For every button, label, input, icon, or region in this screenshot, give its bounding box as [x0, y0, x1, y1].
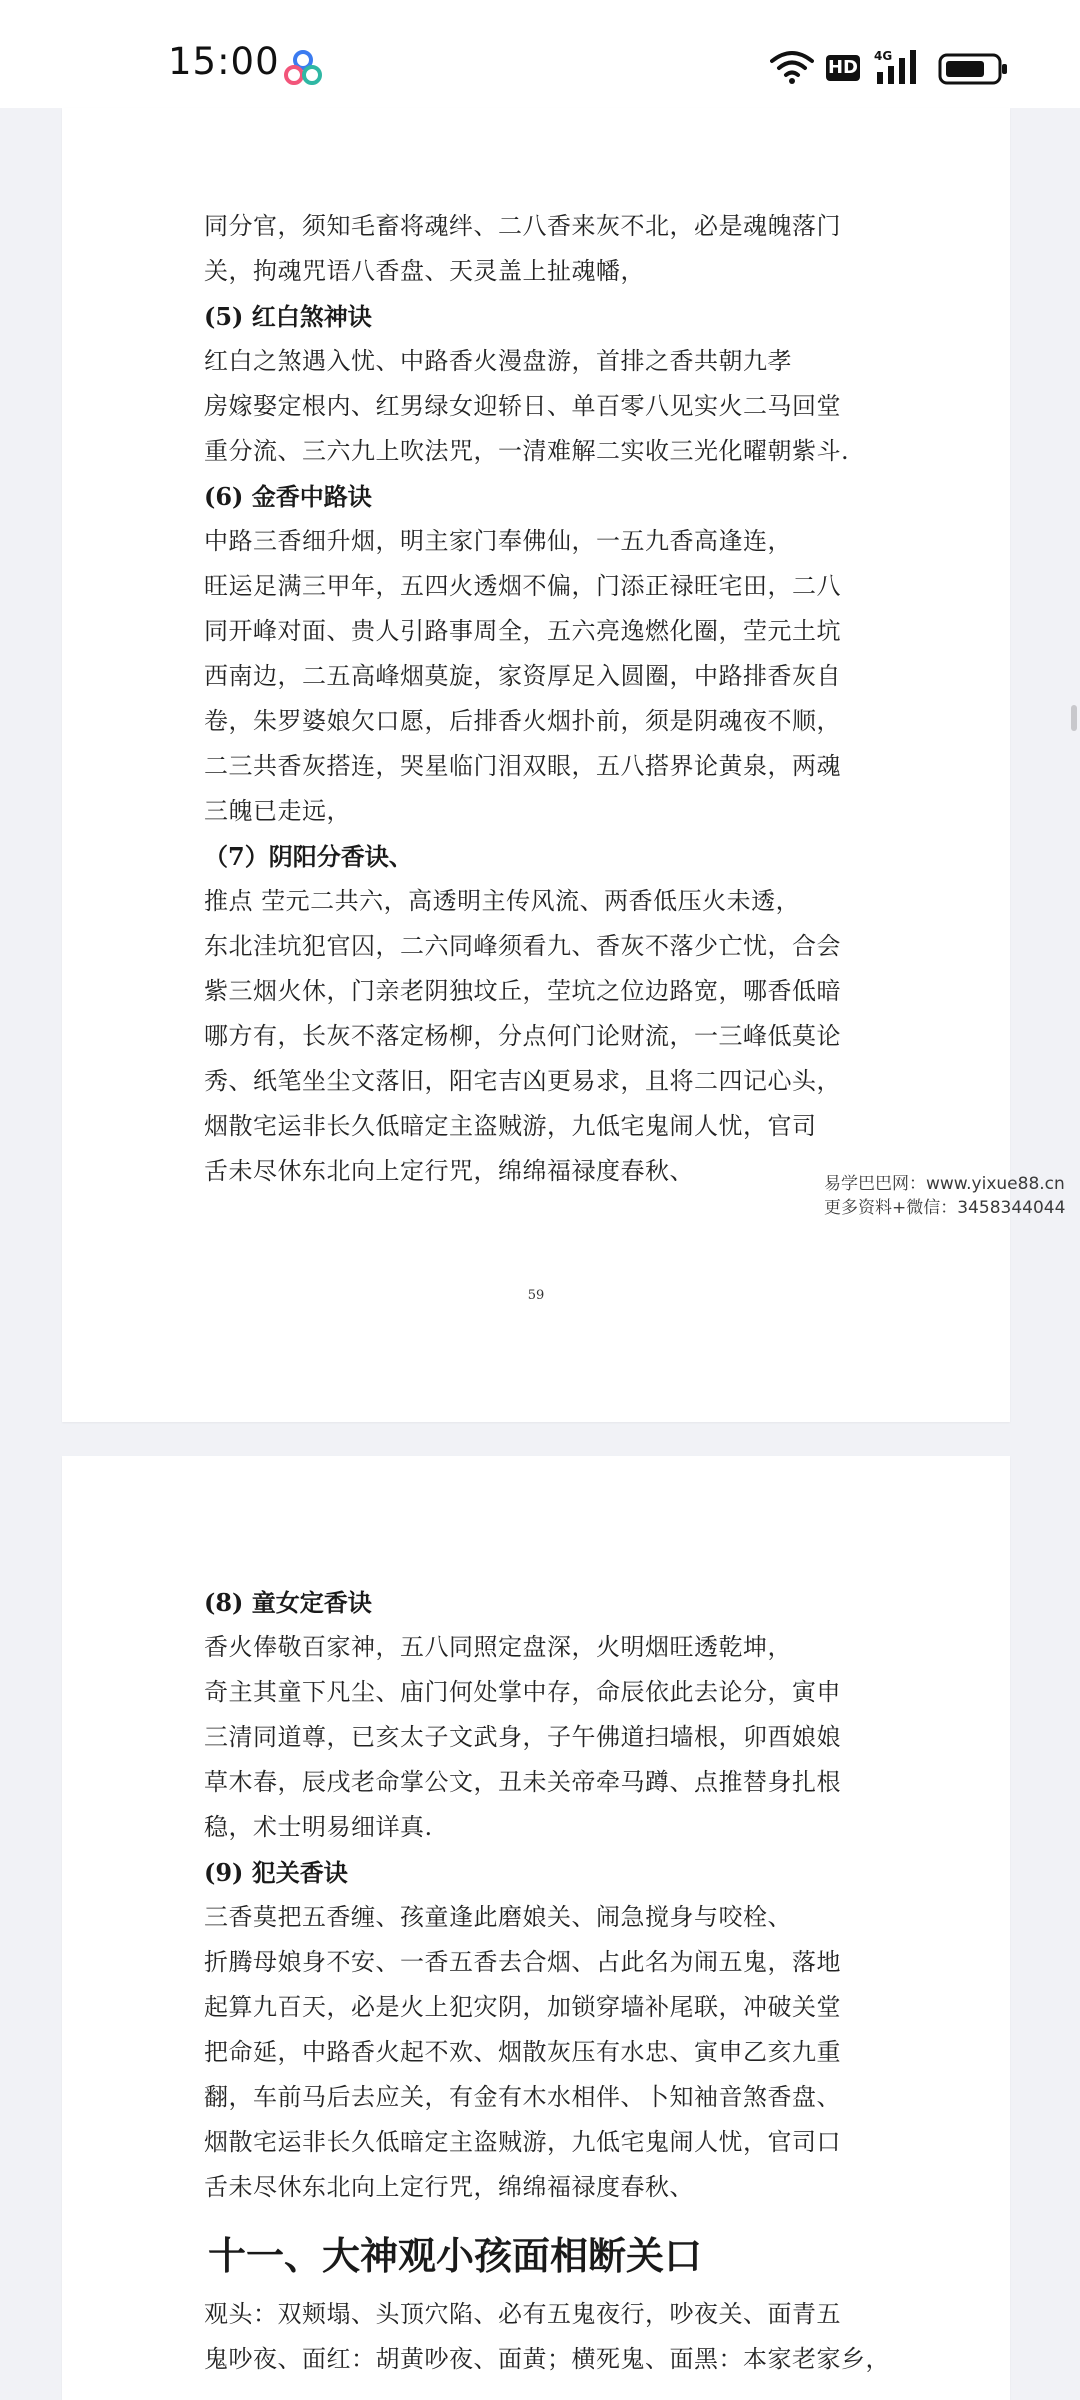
text-line: 舌未尽休东北向上定行咒，绵绵福禄度春秋、 — [204, 1157, 694, 1185]
subsection-heading: (9) 犯关香诀 — [204, 1858, 348, 1887]
text-line: 把命延，中路香火起不欢、烟散灰压有水忠、寅申乙亥九重 — [204, 2038, 841, 2066]
text-line: 折腾母娘身不安、一香五香去合烟、占此名为闹五鬼，落地 — [204, 1948, 841, 1976]
text-line: 稳，术士明易细详真. — [204, 1813, 433, 1841]
text-line: 卷，朱罗婆娘欠口愿，后排香火烟扑前，须是阴魂夜不顺， — [204, 707, 841, 735]
text-line: 鬼吵夜、面红：胡黄吵夜、面黄；横死鬼、面黑：本家老家乡， — [204, 2345, 890, 2373]
text-line: 烟散宅运非长久低暗定主盗贼游，九低宅鬼闹人忧，官司口 — [204, 2128, 841, 2156]
wifi-icon — [770, 48, 814, 86]
document-page-59 — [62, 108, 1010, 1422]
watermark-line: 更多资料+微信：3458344044 — [824, 1198, 1066, 1218]
text-line: 旺运足满三甲年，五四火透烟不偏，门添正禄旺宅田，二八 — [204, 572, 841, 600]
hd-icon: HD — [826, 55, 860, 81]
text-line: 西南边，二五高峰烟莫旋，家资厚足入圆圈，中路排香灰自 — [204, 662, 841, 690]
text-line: 三清同道尊，已亥太子文武身，子午佛道扫墙根，卯酉娘娘 — [204, 1723, 841, 1751]
text-line: 三魄已走远， — [204, 797, 351, 825]
text-line: 关，拘魂咒语八香盘、天灵盖上扯魂幡， — [204, 257, 645, 285]
battery-icon — [938, 52, 1010, 86]
watermark — [824, 1172, 1074, 1220]
subsection-heading: (5) 红白煞神诀 — [204, 302, 372, 331]
text-line: 房嫁娶定根内、红男绿女迎轿日、单百零八见实火二马回堂 — [204, 392, 841, 420]
page-number: 59 — [527, 1288, 545, 1303]
text-line: 同开峰对面、贵人引路事周全，五六亮逸燃化圈，茔元土坑 — [204, 617, 841, 645]
text-line: 三香莫把五香缠、孩童逢此磨娘关、闹急搅身与咬栓、 — [204, 1903, 792, 1931]
signal-icon — [874, 48, 926, 86]
watermark-line: 易学巴巴网：www.yixue88.cn — [824, 1174, 1065, 1194]
text-line: 东北洼坑犯官囚，二六同峰须看九、香灰不落少亡忧，合会 — [204, 932, 841, 960]
text-line: 紫三烟火休，门亲老阴独坟丘，茔坑之位边路宽，哪香低暗 — [204, 977, 841, 1005]
status-time: 15:00 — [168, 40, 280, 83]
app-logo-icon — [283, 48, 323, 88]
text-line: 草木春，辰戌老命掌公文，丑未关帝牵马蹲、点推替身扎根 — [204, 1768, 841, 1796]
text-line: 香火俸敬百家神，五八同照定盘深，火明烟旺透乾坤， — [204, 1633, 792, 1661]
text-line: 起算九百天，必是火上犯灾阴，加锁穿墙补尾联，冲破关堂 — [204, 1993, 841, 2021]
page-text — [204, 204, 924, 1194]
text-line: 烟散宅运非长久低暗定主盗贼游，九低宅鬼闹人忧，官司 — [204, 1112, 817, 1140]
text-line: 哪方有，长灰不落定杨柳，分点何门论财流，一三峰低莫论 — [204, 1022, 841, 1050]
text-line: 二三共香灰搭连，哭星临门泪双眼，五八搭界论黄泉，两魂 — [204, 752, 841, 780]
text-line: 中路三香细升烟，明主家门奉佛仙，一五九香高逢连， — [204, 527, 792, 555]
text-line: 秀、纸笔坐尘文落旧，阳宅吉凶更易求，且将二四记心头， — [204, 1067, 841, 1095]
text-line: 红白之煞遇入忧、中路香火漫盘游，首排之香共朝九孝 — [204, 347, 792, 375]
subsection-heading: (8) 童女定香诀 — [204, 1588, 372, 1617]
subsection-heading: （7）阴阳分香诀、 — [204, 842, 413, 871]
subsection-heading: (6) 金香中路诀 — [204, 482, 372, 511]
page-text — [204, 1580, 924, 2382]
scrollbar-thumb[interactable] — [1071, 705, 1077, 731]
network-type-label: 4G — [874, 49, 893, 63]
text-line: 奇主其童下凡尘、庙门何处掌中存，命辰依此去论分，寅申 — [204, 1678, 841, 1706]
text-line: 重分流、三六九上吹法咒，一清难解二实收三光化曜朝紫斗. — [204, 437, 850, 465]
text-line: 观头：双颊塌、头顶穴陷、必有五鬼夜行，吵夜关、面青五 — [204, 2300, 841, 2328]
document-page-60 — [62, 1456, 1010, 2400]
status-bar — [0, 0, 1080, 108]
section-title: 十一、大神观小孩面相断关口 — [208, 2233, 703, 2278]
text-line: 翻，车前马后去应关，有金有木水相伴、卜知袖音煞香盘、 — [204, 2083, 841, 2111]
text-line: 舌未尽休东北向上定行咒，绵绵福禄度春秋、 — [204, 2173, 694, 2201]
text-line: 同分官，须知毛畜将魂绊、二八香来灰不北，必是魂魄落门 — [204, 212, 841, 240]
text-line: 推点 茔元二共六，高透明主传风流、两香低压火未透， — [204, 887, 801, 915]
